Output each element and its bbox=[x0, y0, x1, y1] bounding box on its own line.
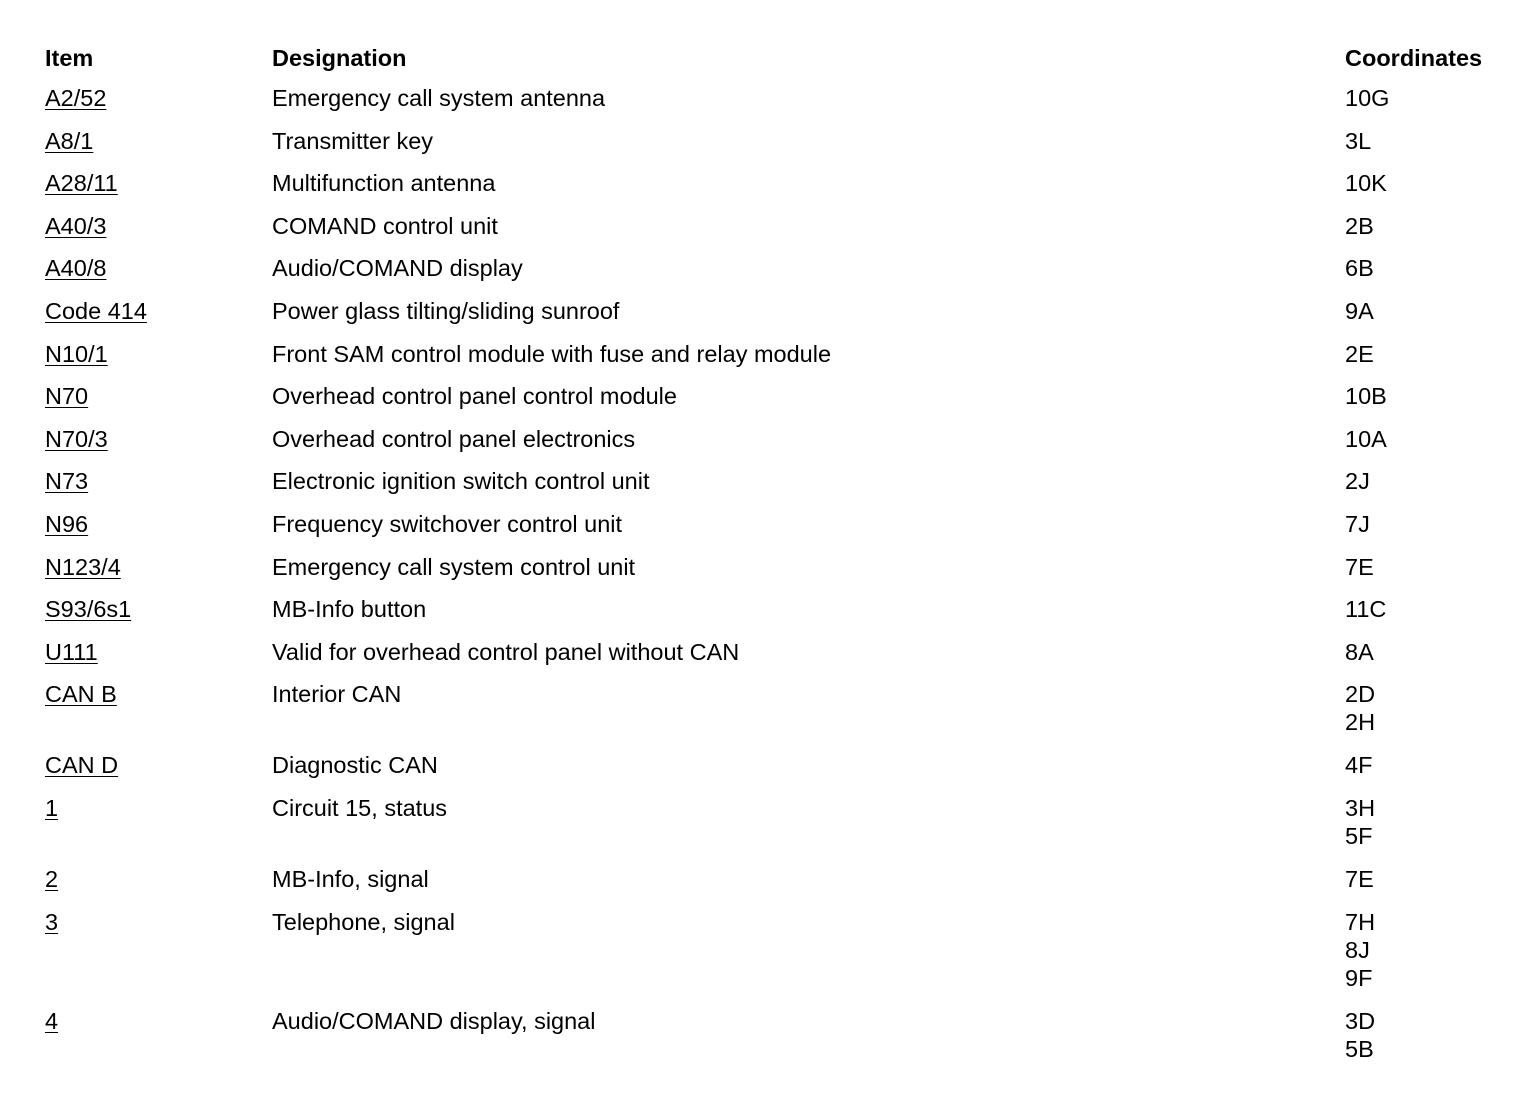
item-link[interactable]: CAN B bbox=[45, 681, 117, 708]
coordinates-cell bbox=[1345, 510, 1525, 538]
coordinate-value: 7J bbox=[1345, 510, 1370, 537]
coordinates-cell bbox=[1345, 908, 1525, 992]
item-cell bbox=[45, 340, 272, 368]
item-link[interactable]: 4 bbox=[45, 1007, 59, 1034]
table-row bbox=[45, 254, 1525, 297]
table-row bbox=[45, 680, 1525, 751]
item-cell bbox=[45, 425, 272, 453]
designation-cell: COMAND control unit bbox=[272, 212, 498, 239]
item-cell bbox=[45, 908, 272, 936]
table-row bbox=[45, 595, 1525, 638]
item-link[interactable]: Code 414 bbox=[45, 297, 147, 324]
item-cell bbox=[45, 510, 272, 538]
coordinates-cell bbox=[1345, 595, 1525, 623]
designation-cell: Circuit 15, status bbox=[272, 794, 448, 821]
coordinate-value: 2D bbox=[1345, 681, 1376, 708]
coordinate-value: 10G bbox=[1345, 85, 1390, 111]
coordinate-value: 9F bbox=[1345, 964, 1373, 991]
designation-cell: Valid for overhead control panel without CAN bbox=[272, 638, 740, 665]
item-cell bbox=[45, 297, 272, 325]
coordinates-cell bbox=[1345, 169, 1525, 197]
item-cell bbox=[45, 1007, 272, 1035]
coordinate-value: 11C bbox=[1345, 596, 1387, 623]
table-row bbox=[45, 212, 1525, 255]
table-row bbox=[45, 751, 1525, 794]
designation-cell: Audio/COMAND display, signal bbox=[272, 1007, 596, 1034]
coordinates-cell bbox=[1345, 340, 1525, 368]
coordinate-value: 10A bbox=[1345, 425, 1387, 452]
table-row bbox=[45, 510, 1525, 553]
coordinate-value: 2J bbox=[1345, 468, 1370, 495]
designation-cell: Front SAM control module with fuse and relay module bbox=[272, 340, 832, 367]
item-cell bbox=[45, 84, 272, 112]
item-link[interactable]: N123/4 bbox=[45, 553, 121, 580]
coordinates-cell bbox=[1345, 212, 1525, 240]
table-row bbox=[45, 638, 1525, 681]
item-link[interactable]: S93/6s1 bbox=[45, 596, 132, 623]
coordinate-value: 5F bbox=[1345, 822, 1373, 849]
coordinates-cell bbox=[1345, 638, 1525, 666]
item-cell bbox=[45, 680, 272, 708]
designation-cell: Transmitter key bbox=[272, 127, 434, 154]
designation-cell: Emergency call system antenna bbox=[272, 85, 606, 111]
designation-cell: Diagnostic CAN bbox=[272, 752, 438, 779]
coordinates-cell bbox=[1345, 127, 1525, 155]
designation-cell: Electronic ignition switch control unit bbox=[272, 468, 650, 495]
coordinate-value: 3L bbox=[1345, 127, 1372, 154]
header-row bbox=[45, 42, 1525, 84]
item-cell bbox=[45, 382, 272, 410]
item-cell bbox=[45, 794, 272, 822]
coordinates-cell bbox=[1345, 254, 1525, 282]
item-link[interactable]: N73 bbox=[45, 468, 89, 495]
table-row bbox=[45, 553, 1525, 596]
item-link[interactable]: CAN D bbox=[45, 752, 119, 779]
designation-cell: MB-Info button bbox=[272, 596, 427, 623]
designation-cell: Interior CAN bbox=[272, 681, 402, 708]
item-cell bbox=[45, 865, 272, 893]
coordinate-value: 7E bbox=[1345, 865, 1374, 892]
table-row bbox=[45, 425, 1525, 468]
item-cell bbox=[45, 212, 272, 240]
item-cell bbox=[45, 751, 272, 779]
table-row bbox=[45, 297, 1525, 340]
item-link[interactable]: A40/3 bbox=[45, 212, 107, 239]
coordinates-cell bbox=[1345, 794, 1525, 850]
table-row bbox=[45, 340, 1525, 383]
header-item: Item bbox=[45, 45, 94, 71]
coordinates-cell bbox=[1345, 1007, 1525, 1063]
coordinates-cell bbox=[1345, 84, 1525, 112]
item-cell bbox=[45, 169, 272, 197]
table-row bbox=[45, 169, 1525, 212]
table-row bbox=[45, 382, 1525, 425]
item-link[interactable]: 1 bbox=[45, 794, 59, 821]
item-cell bbox=[45, 467, 272, 495]
item-link[interactable]: A8/1 bbox=[45, 127, 94, 154]
item-link[interactable]: A28/11 bbox=[45, 170, 118, 197]
coordinates-cell bbox=[1345, 751, 1525, 779]
designation-cell: Power glass tilting/sliding sunroof bbox=[272, 297, 620, 324]
coordinate-value: 10K bbox=[1345, 170, 1387, 197]
coordinate-value: 7E bbox=[1345, 553, 1374, 580]
table-row bbox=[45, 127, 1525, 170]
item-cell bbox=[45, 638, 272, 666]
coordinates-cell bbox=[1345, 425, 1525, 453]
designation-cell: Overhead control panel electronics bbox=[272, 425, 636, 452]
table-row bbox=[45, 467, 1525, 510]
legend-rows bbox=[45, 84, 1525, 1078]
item-cell bbox=[45, 127, 272, 155]
coordinate-value: 5B bbox=[1345, 1035, 1374, 1062]
coordinate-value: 2E bbox=[1345, 340, 1374, 367]
coordinate-value: 2B bbox=[1345, 212, 1374, 239]
coordinate-value: 3H bbox=[1345, 794, 1376, 821]
coordinate-value: 8J bbox=[1345, 936, 1370, 963]
header-coordinates: Coordinates bbox=[1345, 45, 1483, 71]
table-row bbox=[45, 1007, 1525, 1078]
designation-cell: MB-Info, signal bbox=[272, 865, 429, 892]
designation-cell: Overhead control panel control module bbox=[272, 383, 677, 410]
coordinates-cell bbox=[1345, 382, 1525, 410]
legend-table bbox=[45, 42, 1525, 1078]
table-row bbox=[45, 84, 1525, 127]
item-link[interactable]: U111 bbox=[45, 638, 98, 665]
coordinate-value: 8A bbox=[1345, 638, 1374, 665]
coordinates-cell bbox=[1345, 680, 1525, 736]
coordinates-cell bbox=[1345, 865, 1525, 893]
item-link[interactable]: N70 bbox=[45, 383, 89, 410]
item-cell bbox=[45, 595, 272, 623]
item-cell bbox=[45, 254, 272, 282]
item-cell bbox=[45, 553, 272, 581]
item-link[interactable]: 3 bbox=[45, 908, 59, 935]
designation-cell: Multifunction antenna bbox=[272, 170, 496, 197]
coordinate-value: 6B bbox=[1345, 255, 1374, 282]
coordinates-cell bbox=[1345, 297, 1525, 325]
item-link[interactable]: A2/52 bbox=[45, 85, 107, 111]
coordinate-value: 3D bbox=[1345, 1007, 1376, 1034]
designation-cell: Frequency switchover control unit bbox=[272, 510, 623, 537]
coordinates-cell bbox=[1345, 467, 1525, 495]
coordinate-value: 9A bbox=[1345, 297, 1374, 324]
item-link[interactable]: N96 bbox=[45, 510, 89, 537]
designation-cell: Emergency call system control unit bbox=[272, 553, 636, 580]
item-link[interactable]: N10/1 bbox=[45, 340, 108, 367]
coordinate-value: 7H bbox=[1345, 908, 1376, 935]
designation-cell: Audio/COMAND display bbox=[272, 255, 523, 282]
coordinate-value: 4F bbox=[1345, 752, 1373, 779]
item-link[interactable]: 2 bbox=[45, 865, 59, 892]
designation-cell: Telephone, signal bbox=[272, 908, 455, 935]
item-link[interactable]: A40/8 bbox=[45, 255, 107, 282]
item-link[interactable]: N70/3 bbox=[45, 425, 108, 452]
table-row bbox=[45, 908, 1525, 1007]
coordinates-cell bbox=[1345, 553, 1525, 581]
coordinate-value: 2H bbox=[1345, 709, 1376, 736]
coordinate-value: 10B bbox=[1345, 383, 1387, 410]
table-row bbox=[45, 794, 1525, 865]
header-designation: Designation bbox=[272, 45, 407, 71]
table-row bbox=[45, 865, 1525, 908]
